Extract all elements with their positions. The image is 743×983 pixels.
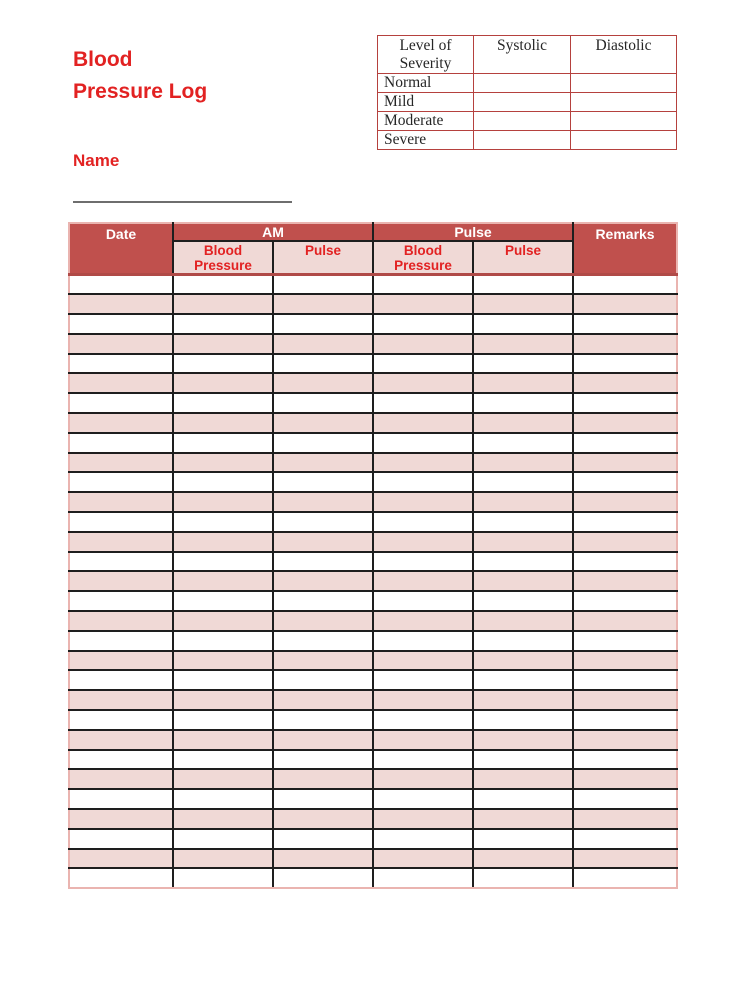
log-cell[interactable] xyxy=(69,690,173,710)
severity-level-label: Moderate xyxy=(378,112,474,131)
log-cell[interactable] xyxy=(69,512,173,532)
log-cell[interactable] xyxy=(273,591,373,611)
log-header-group-pulse: Pulse xyxy=(373,223,573,241)
log-cell[interactable] xyxy=(473,750,573,770)
log-row xyxy=(69,769,677,789)
log-row xyxy=(69,868,677,888)
log-cell[interactable] xyxy=(373,769,473,789)
log-cell[interactable] xyxy=(473,849,573,869)
log-cell[interactable] xyxy=(69,769,173,789)
log-cell[interactable] xyxy=(173,651,273,671)
log-cell[interactable] xyxy=(573,492,677,512)
severity-systolic-cell[interactable] xyxy=(474,93,571,112)
log-cell[interactable] xyxy=(69,433,173,453)
log-cell[interactable] xyxy=(373,631,473,651)
log-row xyxy=(69,631,677,651)
log-cell[interactable] xyxy=(373,472,473,492)
log-cell[interactable] xyxy=(473,373,573,393)
log-cell[interactable] xyxy=(473,413,573,433)
log-cell[interactable] xyxy=(69,552,173,572)
log-cell[interactable] xyxy=(373,730,473,750)
log-row xyxy=(69,472,677,492)
log-cell[interactable] xyxy=(69,631,173,651)
log-row xyxy=(69,354,677,374)
log-cell[interactable] xyxy=(473,275,573,295)
log-header-remarks: Remarks xyxy=(573,223,677,275)
name-label: Name xyxy=(73,151,120,170)
log-cell[interactable] xyxy=(573,393,677,413)
log-cell[interactable] xyxy=(273,433,373,453)
severity-systolic-cell[interactable] xyxy=(474,131,571,150)
log-cell[interactable] xyxy=(373,591,473,611)
log-cell[interactable] xyxy=(69,611,173,631)
log-row xyxy=(69,611,677,631)
log-subheader-am-blood-pressure: Blood Pressure xyxy=(173,241,273,275)
log-cell[interactable] xyxy=(373,433,473,453)
log-cell[interactable] xyxy=(69,393,173,413)
log-cell[interactable] xyxy=(273,829,373,849)
log-cell[interactable] xyxy=(573,552,677,572)
severity-level-label: Severe xyxy=(378,131,474,150)
log-cell[interactable] xyxy=(69,314,173,334)
log-row xyxy=(69,393,677,413)
log-cell[interactable] xyxy=(573,314,677,334)
log-cell[interactable] xyxy=(273,750,373,770)
log-cell[interactable] xyxy=(573,631,677,651)
log-cell[interactable] xyxy=(173,769,273,789)
severity-header-level: Level of Severity xyxy=(378,36,474,74)
log-cell[interactable] xyxy=(273,532,373,552)
log-cell[interactable] xyxy=(173,868,273,888)
log-cell[interactable] xyxy=(573,730,677,750)
log-cell[interactable] xyxy=(273,571,373,591)
log-cell[interactable] xyxy=(573,710,677,730)
log-row xyxy=(69,710,677,730)
log-row xyxy=(69,294,677,314)
log-cell[interactable] xyxy=(573,453,677,473)
log-cell[interactable] xyxy=(273,809,373,829)
log-cell[interactable] xyxy=(473,571,573,591)
log-cell[interactable] xyxy=(373,690,473,710)
log-cell[interactable] xyxy=(273,631,373,651)
log-cell[interactable] xyxy=(473,472,573,492)
log-cell[interactable] xyxy=(173,354,273,374)
log-cell[interactable] xyxy=(373,750,473,770)
log-cell[interactable] xyxy=(69,591,173,611)
log-cell[interactable] xyxy=(473,690,573,710)
log-cell[interactable] xyxy=(573,809,677,829)
severity-level-label: Normal xyxy=(378,74,474,93)
log-cell[interactable] xyxy=(473,552,573,572)
log-cell[interactable] xyxy=(173,809,273,829)
log-cell[interactable] xyxy=(273,453,373,473)
log-cell[interactable] xyxy=(473,512,573,532)
log-row xyxy=(69,849,677,869)
log-cell[interactable] xyxy=(69,809,173,829)
log-cell[interactable] xyxy=(473,670,573,690)
log-cell[interactable] xyxy=(373,334,473,354)
log-row xyxy=(69,532,677,552)
log-cell[interactable] xyxy=(573,512,677,532)
log-cell[interactable] xyxy=(273,690,373,710)
log-cell[interactable] xyxy=(273,334,373,354)
log-cell[interactable] xyxy=(473,314,573,334)
log-cell[interactable] xyxy=(173,275,273,295)
log-cell[interactable] xyxy=(173,611,273,631)
log-header-group-am: AM xyxy=(173,223,373,241)
log-subheader-am-pulse: Pulse xyxy=(273,241,373,275)
log-cell[interactable] xyxy=(273,552,373,572)
log-cell[interactable] xyxy=(69,294,173,314)
name-line[interactable] xyxy=(73,201,292,203)
log-cell[interactable] xyxy=(373,314,473,334)
severity-diastolic-cell[interactable] xyxy=(571,131,677,150)
log-cell[interactable] xyxy=(473,393,573,413)
log-cell[interactable] xyxy=(69,413,173,433)
log-cell[interactable] xyxy=(373,670,473,690)
log-cell[interactable] xyxy=(173,750,273,770)
log-cell[interactable] xyxy=(69,275,173,295)
log-cell[interactable] xyxy=(473,492,573,512)
log-row xyxy=(69,334,677,354)
log-cell[interactable] xyxy=(69,334,173,354)
log-cell[interactable] xyxy=(273,730,373,750)
log-cell[interactable] xyxy=(373,532,473,552)
log-row xyxy=(69,571,677,591)
log-cell[interactable] xyxy=(69,849,173,869)
log-cell[interactable] xyxy=(273,849,373,869)
log-cell[interactable] xyxy=(273,868,373,888)
bp-log-table xyxy=(68,222,678,889)
log-subheader-pulse-blood-pressure: Blood Pressure xyxy=(373,241,473,275)
log-cell[interactable] xyxy=(173,690,273,710)
log-cell[interactable] xyxy=(173,670,273,690)
log-cell[interactable] xyxy=(573,829,677,849)
severity-row-severe xyxy=(378,131,677,150)
log-cell[interactable] xyxy=(173,492,273,512)
log-cell[interactable] xyxy=(373,710,473,730)
log-cell[interactable] xyxy=(373,571,473,591)
log-row xyxy=(69,453,677,473)
log-cell[interactable] xyxy=(473,789,573,809)
log-cell[interactable] xyxy=(69,492,173,512)
severity-diastolic-cell[interactable] xyxy=(571,112,677,131)
log-cell[interactable] xyxy=(473,631,573,651)
log-cell[interactable] xyxy=(173,334,273,354)
log-cell[interactable] xyxy=(473,591,573,611)
log-row xyxy=(69,730,677,750)
log-cell[interactable] xyxy=(173,532,273,552)
log-cell[interactable] xyxy=(69,651,173,671)
log-row xyxy=(69,789,677,809)
severity-table xyxy=(377,35,677,150)
log-cell[interactable] xyxy=(69,710,173,730)
log-cell[interactable] xyxy=(69,532,173,552)
severity-systolic-cell[interactable] xyxy=(474,74,571,93)
log-cell[interactable] xyxy=(273,275,373,295)
log-cell[interactable] xyxy=(173,314,273,334)
log-cell[interactable] xyxy=(69,789,173,809)
log-cell[interactable] xyxy=(273,472,373,492)
log-cell[interactable] xyxy=(573,611,677,631)
log-cell[interactable] xyxy=(273,354,373,374)
log-cell[interactable] xyxy=(273,611,373,631)
log-cell[interactable] xyxy=(173,730,273,750)
log-row xyxy=(69,512,677,532)
log-cell[interactable] xyxy=(373,809,473,829)
log-cell[interactable] xyxy=(173,591,273,611)
log-cell[interactable] xyxy=(273,413,373,433)
log-cell[interactable] xyxy=(69,829,173,849)
log-row xyxy=(69,651,677,671)
log-cell[interactable] xyxy=(273,393,373,413)
log-cell[interactable] xyxy=(573,750,677,770)
log-cell[interactable] xyxy=(273,769,373,789)
log-cell[interactable] xyxy=(69,354,173,374)
log-header-date: Date xyxy=(69,223,173,275)
log-cell[interactable] xyxy=(373,492,473,512)
log-cell[interactable] xyxy=(373,373,473,393)
log-cell[interactable] xyxy=(273,492,373,512)
log-cell[interactable] xyxy=(473,710,573,730)
log-cell[interactable] xyxy=(173,829,273,849)
log-cell[interactable] xyxy=(69,670,173,690)
log-cell[interactable] xyxy=(373,611,473,631)
log-cell[interactable] xyxy=(273,314,373,334)
log-cell[interactable] xyxy=(373,868,473,888)
severity-header-row xyxy=(378,36,677,74)
log-row xyxy=(69,413,677,433)
severity-row-mild xyxy=(378,93,677,112)
log-row xyxy=(69,809,677,829)
severity-header-diastolic: Diastolic xyxy=(571,36,677,74)
log-cell[interactable] xyxy=(373,849,473,869)
log-row xyxy=(69,492,677,512)
log-cell[interactable] xyxy=(573,670,677,690)
log-cell[interactable] xyxy=(273,512,373,532)
log-cell[interactable] xyxy=(473,730,573,750)
log-row xyxy=(69,690,677,710)
log-cell[interactable] xyxy=(173,373,273,393)
log-cell[interactable] xyxy=(573,651,677,671)
log-cell[interactable] xyxy=(573,591,677,611)
log-cell[interactable] xyxy=(573,571,677,591)
log-row xyxy=(69,433,677,453)
log-cell[interactable] xyxy=(573,868,677,888)
log-cell[interactable] xyxy=(573,433,677,453)
page-title: Blood Pressure Log xyxy=(73,48,208,103)
log-row xyxy=(69,829,677,849)
log-cell[interactable] xyxy=(69,868,173,888)
log-cell[interactable] xyxy=(373,453,473,473)
log-row xyxy=(69,275,677,295)
log-cell[interactable] xyxy=(173,294,273,314)
log-cell[interactable] xyxy=(573,275,677,295)
log-cell[interactable] xyxy=(173,849,273,869)
log-cell[interactable] xyxy=(473,769,573,789)
log-cell[interactable] xyxy=(573,849,677,869)
log-cell[interactable] xyxy=(373,789,473,809)
log-cell[interactable] xyxy=(473,809,573,829)
log-cell[interactable] xyxy=(69,730,173,750)
log-cell[interactable] xyxy=(573,334,677,354)
severity-systolic-cell[interactable] xyxy=(474,112,571,131)
log-cell[interactable] xyxy=(69,472,173,492)
log-cell[interactable] xyxy=(473,334,573,354)
severity-header-systolic: Systolic xyxy=(474,36,571,74)
log-subheader-pulse-pulse: Pulse xyxy=(473,241,573,275)
log-cell[interactable] xyxy=(473,532,573,552)
severity-row-normal xyxy=(378,74,677,93)
log-cell[interactable] xyxy=(373,413,473,433)
log-cell[interactable] xyxy=(573,354,677,374)
log-cell[interactable] xyxy=(373,651,473,671)
log-cell[interactable] xyxy=(473,453,573,473)
log-cell[interactable] xyxy=(173,631,273,651)
log-cell[interactable] xyxy=(573,413,677,433)
log-cell[interactable] xyxy=(273,789,373,809)
log-cell[interactable] xyxy=(573,789,677,809)
log-cell[interactable] xyxy=(573,769,677,789)
log-cell[interactable] xyxy=(573,294,677,314)
log-cell[interactable] xyxy=(69,571,173,591)
log-cell[interactable] xyxy=(573,472,677,492)
log-row xyxy=(69,591,677,611)
log-cell[interactable] xyxy=(173,472,273,492)
log-row xyxy=(69,670,677,690)
log-row xyxy=(69,552,677,572)
log-cell[interactable] xyxy=(273,670,373,690)
log-row xyxy=(69,314,677,334)
severity-diastolic-cell[interactable] xyxy=(571,74,677,93)
log-cell[interactable] xyxy=(473,829,573,849)
log-cell[interactable] xyxy=(373,275,473,295)
log-cell[interactable] xyxy=(173,453,273,473)
log-cell[interactable] xyxy=(173,710,273,730)
log-cell[interactable] xyxy=(173,413,273,433)
log-header-group-row xyxy=(69,223,677,241)
log-cell[interactable] xyxy=(473,354,573,374)
severity-row-moderate xyxy=(378,112,677,131)
log-cell[interactable] xyxy=(573,532,677,552)
log-cell[interactable] xyxy=(473,651,573,671)
log-cell[interactable] xyxy=(173,512,273,532)
log-cell[interactable] xyxy=(69,453,173,473)
log-cell[interactable] xyxy=(273,651,373,671)
severity-level-label: Mild xyxy=(378,93,474,112)
log-row xyxy=(69,750,677,770)
log-cell[interactable] xyxy=(373,829,473,849)
log-cell[interactable] xyxy=(473,433,573,453)
log-cell[interactable] xyxy=(173,393,273,413)
log-cell[interactable] xyxy=(573,690,677,710)
log-cell[interactable] xyxy=(69,373,173,393)
log-cell[interactable] xyxy=(373,393,473,413)
log-cell[interactable] xyxy=(173,433,273,453)
log-cell[interactable] xyxy=(573,373,677,393)
log-cell[interactable] xyxy=(69,750,173,770)
log-cell[interactable] xyxy=(473,611,573,631)
log-cell[interactable] xyxy=(373,294,473,314)
log-cell[interactable] xyxy=(173,552,273,572)
log-cell[interactable] xyxy=(173,571,273,591)
log-cell[interactable] xyxy=(273,710,373,730)
log-row xyxy=(69,373,677,393)
log-cell[interactable] xyxy=(173,789,273,809)
log-cell[interactable] xyxy=(273,294,373,314)
log-cell[interactable] xyxy=(373,512,473,532)
log-cell[interactable] xyxy=(473,294,573,314)
severity-diastolic-cell[interactable] xyxy=(571,93,677,112)
log-cell[interactable] xyxy=(473,868,573,888)
log-cell[interactable] xyxy=(373,552,473,572)
log-cell[interactable] xyxy=(373,354,473,374)
log-cell[interactable] xyxy=(273,373,373,393)
